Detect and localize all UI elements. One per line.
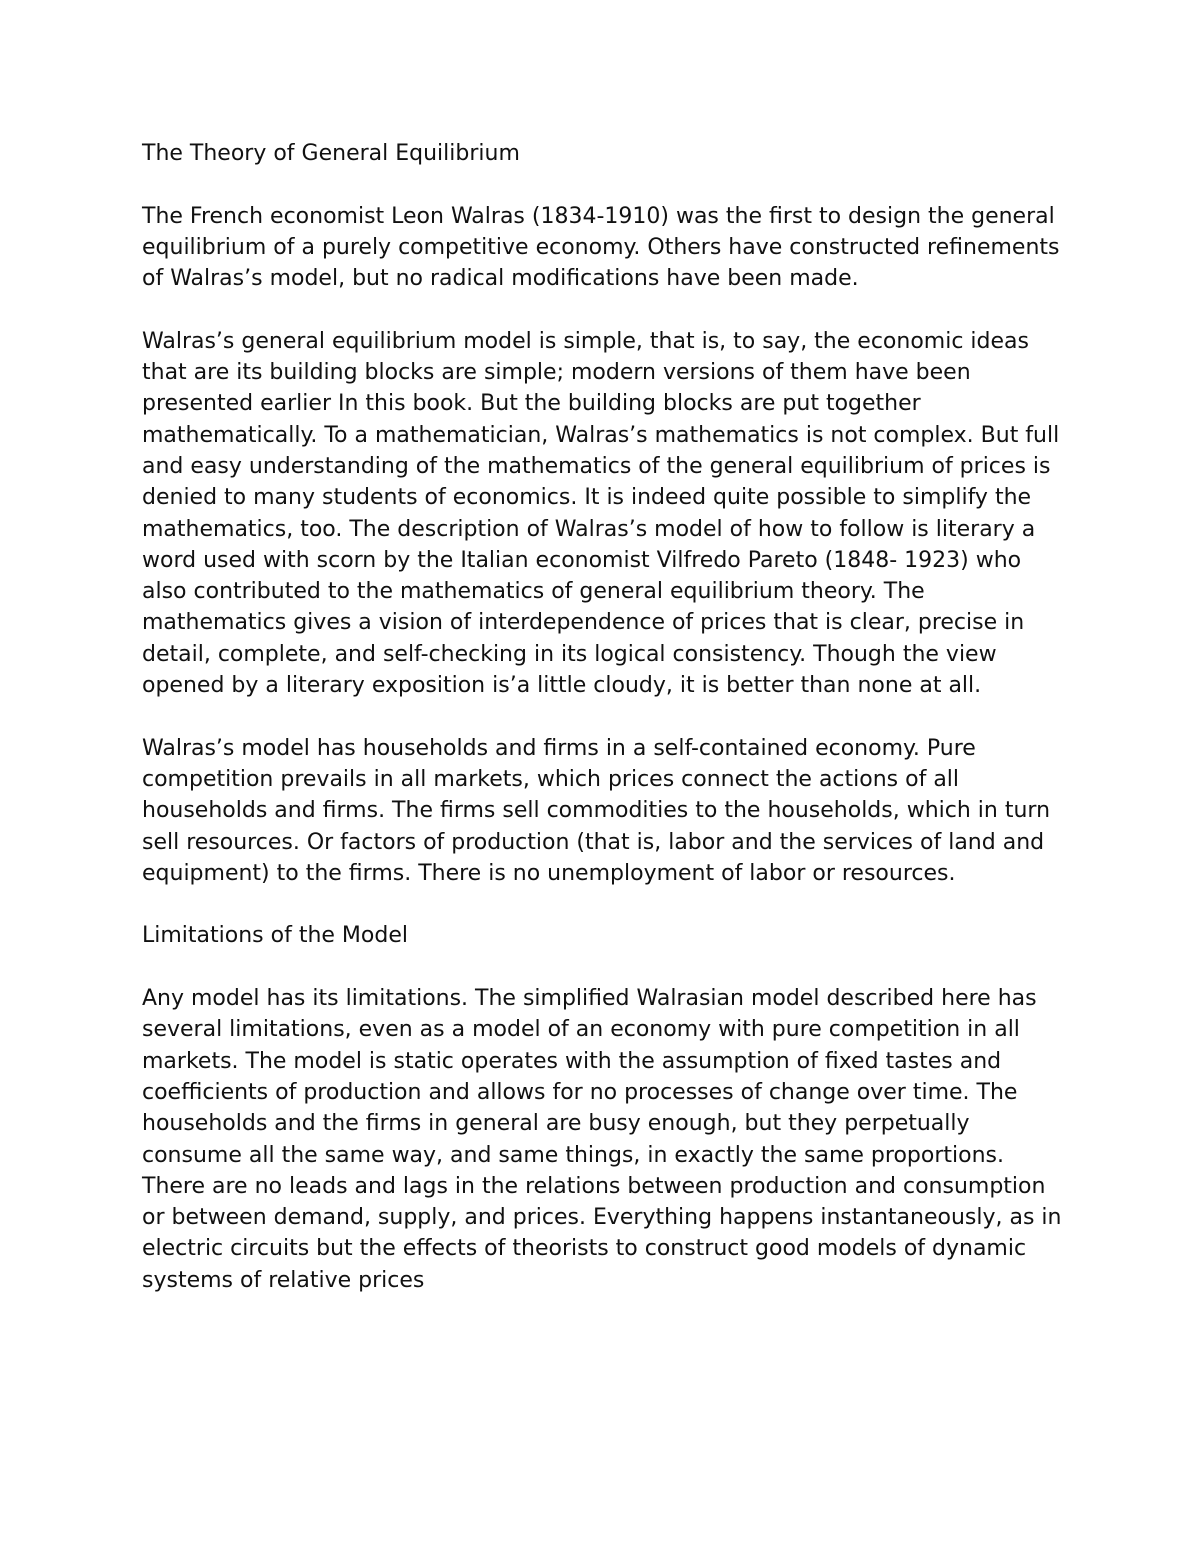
paragraph: Any model has its limitations. The simplified Walrasian model described here has several limitations, even as a model of an economy with pure competition in all markets. The model is static operates with the assumption of fixed tastes and coefficients of production and allows for no processes of change over time. The households and the firms in general are busy enough, but they perpetually consume all the same way, and same things, in exactly the same proportions. There are no leads and lags in the relations between production and consumption or between demand, supply, and prices. Everything happens instantaneously, as in electric circuits but the effects of theorists to construct good models of dynamic systems of relative prices <box>142 986 1062 1293</box>
paragraph: Walras’s model has households and firms in a self-contained economy. Pure competition prevails in all markets, which prices connect the actions of all households and firms. The firms sell commodities to the households, which in turn sell resources. Or factors of production (that is, labor and the services of land and equipment) to the firms. There is no unemployment of labor or resources. <box>142 735 1051 886</box>
document-body <box>142 138 1067 1296</box>
paragraph: Walras’s general equilibrium model is simple, that is, to say, the economic ideas that are its building blocks are simple; modern versions of them have been presented earlier In this book. But the building blocks are put together mathematically. To a mathematician, Walras’s mathematics is not complex. But full and easy understanding of the mathematics of the general equilibrium of prices is denied to many students of economics. It is indeed quite possible to simplify the mathematics, too. The description of Walras’s model of how to follow is literary a word used with scorn by the Italian economist Vilfredo Pareto (1848- 1923) who also contributed to the mathematics of general equilibrium theory. The mathematics gives a vision of interdependence of prices that is clear, precise in detail, complete, and self-checking in its logical consistency. Though the view opened by a literary exposition is’a little cloudy, it is better than none at all. <box>142 328 1060 699</box>
document-title: The Theory of General Equilibrium <box>142 141 520 166</box>
paragraph: The French economist Leon Walras (1834-1910) was the first to design the general equilibrium of a purely competitive economy. Others have constructed refinements of Walras’s model, but no radical modifications have been made. <box>142 203 1060 292</box>
section-heading: Limitations of the Model <box>142 923 408 949</box>
